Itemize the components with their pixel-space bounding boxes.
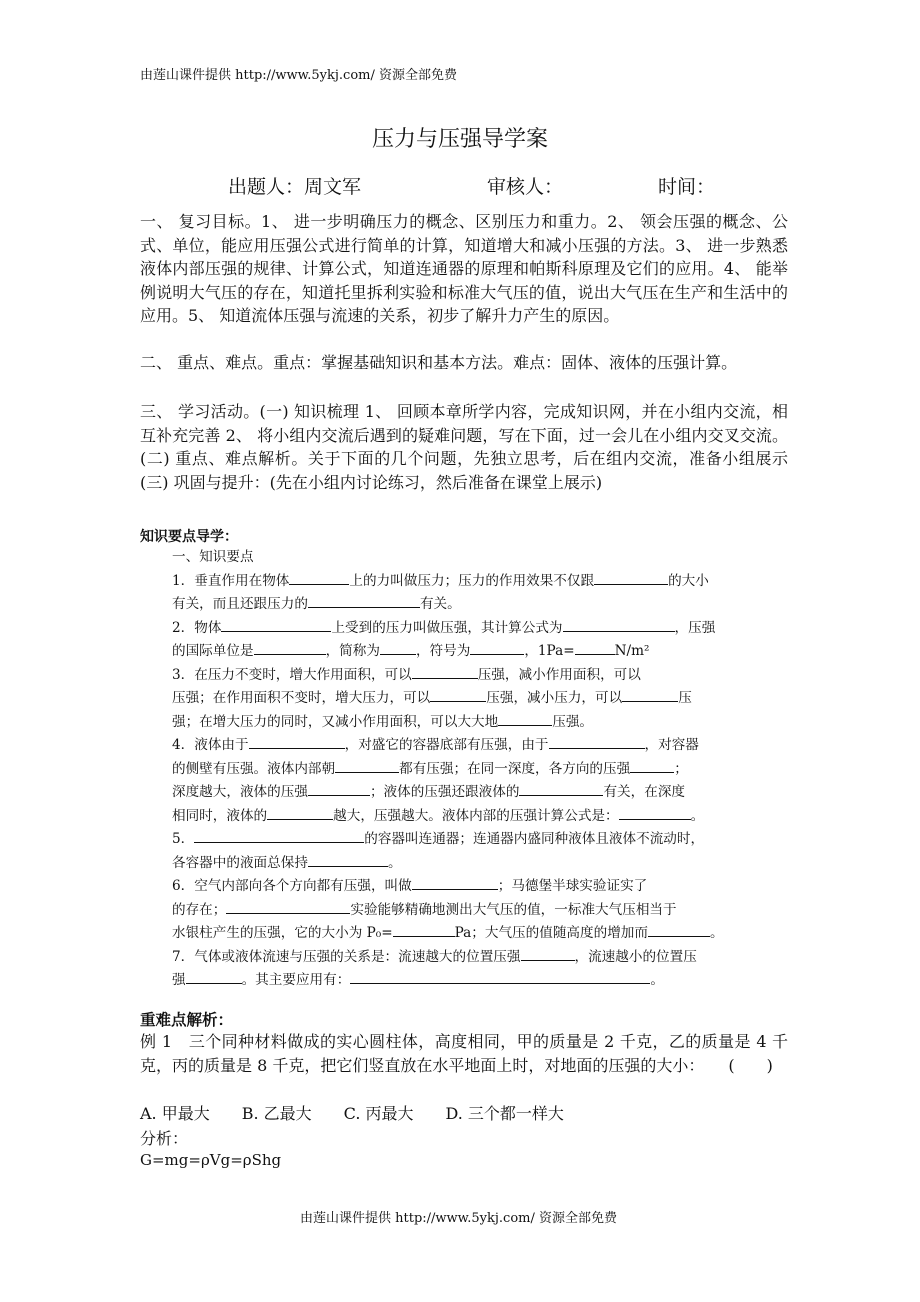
blank[interactable] [194, 829, 364, 843]
blank[interactable] [335, 759, 399, 773]
blank[interactable] [249, 735, 345, 749]
analysis-formula: G=mg=ρVg=ρShg [140, 1151, 282, 1169]
blank[interactable] [519, 782, 603, 796]
blank[interactable] [186, 970, 242, 984]
kp-item-7: 7．气体或液体流速与压强的关系是：流速越大的位置压强 ，流速越小的位置压 [172, 948, 697, 965]
blank[interactable] [350, 970, 650, 984]
kp-item-3: 3．在压力不变时，增大作用面积，可以 压强，减小作用面积，可以 [172, 666, 641, 683]
blank[interactable] [412, 665, 478, 679]
blank[interactable] [622, 688, 678, 702]
analysis-label: 分析： [140, 1129, 189, 1148]
page-header: 由莲山课件提供 http://www.5ykj.com/ 资源全部免费 [140, 68, 457, 83]
blank[interactable] [575, 641, 615, 655]
example-1-options: A. 甲最大 B. 乙最大 C. 丙最大 D. 三个都一样大 [140, 1104, 564, 1123]
activity-paragraph: 三、 学习活动。(一) 知识梳理 1、 回顾本章所学内容，完成知识网，并在小组内交流，相互补充完善 2、 将小组内交流后遇到的疑难问题，写在下面，过一会儿在小组内交叉交流。(二) 重点、难点解析。关于下面的几个问题，先独立思考，后在组内交流，准备小组展示 (三) 巩固与提升：(先在小组内讨论练习，然后准备在课堂上展示) [140, 402, 788, 492]
blank[interactable] [221, 618, 331, 632]
kp-item-1: 1．垂直作用在物体 上的力叫做压力；压力的作用效果不仅跟 的大小 [172, 572, 709, 589]
author-label: 出题人：周文军 [228, 176, 362, 198]
knowledge-section-title: 知识要点导学： [140, 529, 238, 545]
blank[interactable] [498, 712, 552, 726]
kp-item-5: 5． 的容器叫连通器；连通器内盛同种液体且液体不流动时， [172, 831, 705, 847]
kp-item-4: 4．液体由于 ，对盛它的容器底部有压强，由于 ，对容器 [172, 737, 699, 753]
blank[interactable] [289, 571, 349, 585]
blank[interactable] [619, 806, 691, 820]
blank[interactable] [594, 571, 668, 585]
page-title: 压力与压强导学案 [371, 127, 548, 152]
blank[interactable] [648, 923, 710, 937]
blank[interactable] [393, 923, 455, 937]
kp-item-2: 2．物体 上受到的压力叫做压强，其计算公式为 ，压强 [172, 619, 716, 636]
key-section-title: 重难点解析： [140, 1010, 234, 1029]
blank[interactable] [226, 900, 350, 914]
blank[interactable] [563, 618, 675, 632]
knowledge-points: 一、知识要点 1．垂直作用在物体 上的力叫做压力；压力的作用效果不仅跟 的大小 有关，而且还跟压力的 有关。 2．物体 上受到的压力叫做压强，其计算公式为 ，压强 的国际单位是 ，简称为 ，符号为 ，1Pa= N/m² 3．在压力不变时，增大作用面积，可以 压强，减小作用面积，可以 压强；在作用面积不变时，增大压力，可以 压强，减小压力，可以 压 强；在增大压力的同时，又减小作用面积，可以大大地 压强。 4．液体由于 ，对盛它的容器底部有压强，由于 ，对容器 的侧壁有压强。液体内部朝 都有压强；在同一深度，各方向的压强 ； 深度越大，液体的压强 ；液体的压强还跟液体的 有关，在深度 相同时，液体的 越大，压强越大。液体内部的压强计算公式是： 。 5． 的容器叫连通器；连通器内盛同种液体且液体不流动时， 各容器中的液面总保持 。 6．空气内部向各个方向都有压强，叫做 ；马德堡半球实验证实了 的存在； 实验能够精确地测出大气压的值，一标准大气压相当于 水银柱产生的压强，它的大小为 P₀= Pa；大气压的值随高度的增加而 。 7．气体或液体流速与压强的关系是：流速越大的位置压强 ，流速越小的位置压 强 。其主要应用有： 。 [172, 546, 792, 993]
blank[interactable] [521, 947, 575, 961]
blank[interactable] [470, 641, 524, 655]
blank[interactable] [630, 759, 674, 773]
blank[interactable] [308, 594, 420, 608]
blank[interactable] [380, 641, 416, 655]
blank[interactable] [549, 735, 645, 749]
kp-item-6: 6．空气内部向各个方向都有压强，叫做 ；马德堡半球实验证实了 [172, 878, 648, 894]
reviewer-label: 审核人： [487, 176, 564, 198]
blank[interactable] [267, 806, 333, 820]
blank[interactable] [412, 876, 498, 890]
blank[interactable] [308, 782, 370, 796]
page-footer: 由莲山课件提供 http://www.5ykj.com/ 资源全部免费 [300, 1211, 617, 1226]
example-1-text: 例 1 三个同种材料做成的实心圆柱体，高度相同，甲的质量是 2 千克，乙的质量是 4 千克，丙的质量是 8 千克，把它们竖直放在水平地面上时，对地面的压强的大小： ( ) [140, 1032, 788, 1075]
time-label: 时间： [658, 176, 716, 198]
goals-paragraph: 一、 复习目标。1、 进一步明确压力的概念、区别压力和重力。2、 领会压强的概念、公式、单位，能应用压强公式进行简单的计算，知道增大和减小压强的方法。3、 进一步熟悉液体内部压强的规律、计算公式，知道连通器的原理和帕斯科原理及它们的应用。4、 能举例说明大气压的存在，知道托里拆利实验和标准大气压的值，说出大气压在生产和生活中的应用。5、 知道流体压强与流速的关系，初步了解升力产生的原因。 [140, 212, 788, 325]
blank[interactable] [430, 688, 486, 702]
kp-heading: 一、知识要点 [172, 549, 254, 565]
blank[interactable] [308, 853, 388, 867]
focus-paragraph: 二、 重点、难点。重点：掌握基础知识和基本方法。难点：固体、液体的压强计算。 [140, 353, 738, 372]
blank[interactable] [254, 641, 326, 655]
